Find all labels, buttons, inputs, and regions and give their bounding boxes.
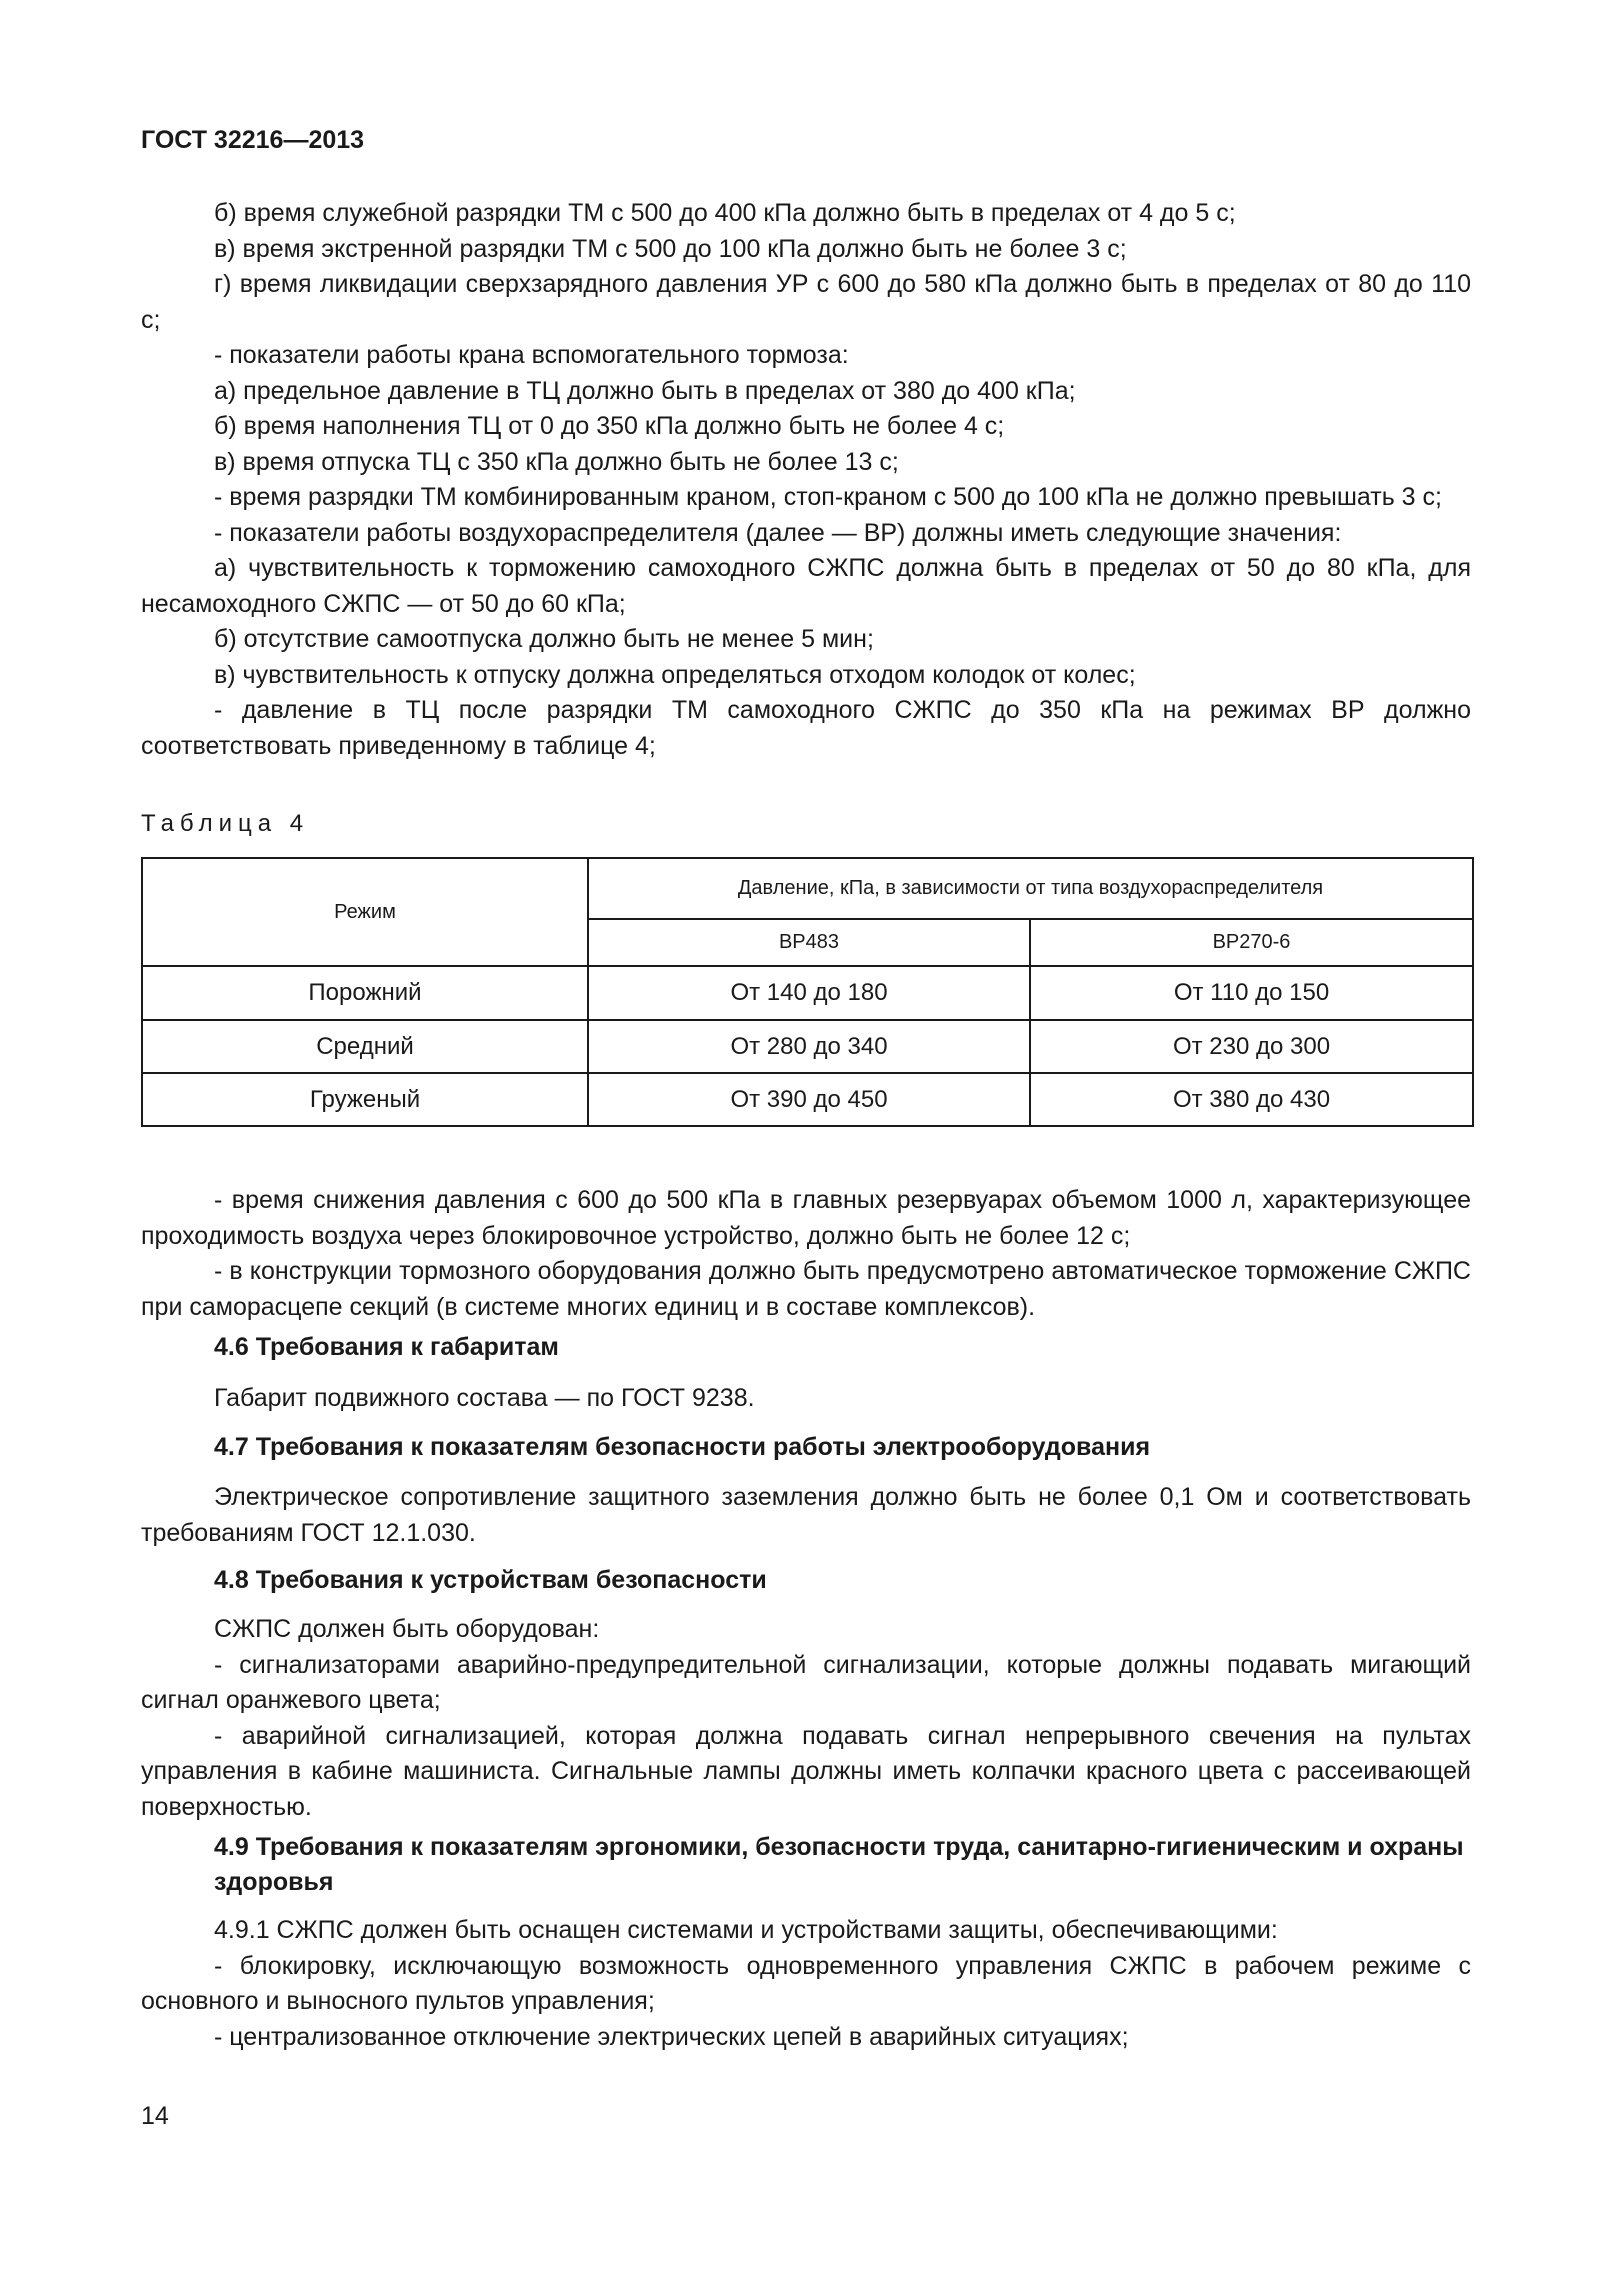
pressure-table xyxy=(141,857,1474,1127)
header-mode: Режим xyxy=(142,858,588,966)
row-vr270-value: От 110 до 150 xyxy=(1030,966,1473,1020)
paragraph: Габарит подвижного состава — по ГОСТ 9238. xyxy=(214,1384,755,1412)
list-item: а) чувствительность к торможению самоходного СЖПС должна быть в пределах от 50 до 80 кПа, для несамоходного СЖПС — от 50 до 60 кПа; xyxy=(141,554,1471,618)
row-vr270-value: От 380 до 430 xyxy=(1030,1073,1473,1126)
list-item: - блокировку, исключающую возможность одновременного управления СЖПС в рабочем режиме с основного и выносного пультов управления; xyxy=(141,1951,1471,2015)
list-item: - аварийной сигнализацией, которая должна подавать сигнал непрерывного свечения на пультах управления в кабине машиниста. Сигнальные лампы должны иметь колпачки красного цвета с рассеивающей поверхностью. xyxy=(141,1721,1471,1821)
list-item: - сигнализаторами аварийно-предупредительной сигнализации, которые должны подавать мигающий сигнал оранжевого цвета; xyxy=(141,1650,1471,1714)
row-mode: Груженый xyxy=(142,1073,588,1126)
list-item: в) время отпуска ТЦ с 350 кПа должно быть не более 13 с; xyxy=(214,447,899,476)
paragraph: Электрическое сопротивление защитного заземления должно быть не более 0,1 Ом и соответствовать требованиям ГОСТ 12.1.030. xyxy=(141,1483,1471,1547)
section-4-6-text xyxy=(141,1381,1471,1417)
list-item: а) предельное давление в ТЦ должно быть в пределах от 380 до 400 кПа; xyxy=(214,376,1076,405)
header-vr270-6: ВР270-6 xyxy=(1030,919,1473,966)
table-row xyxy=(142,1020,1473,1073)
section-4-9-text xyxy=(141,1913,1471,2055)
row-vr270-value: От 230 до 300 xyxy=(1030,1020,1473,1073)
table-row xyxy=(142,966,1473,1020)
table-caption: Таблица 4 xyxy=(141,810,310,837)
section-4-7-text xyxy=(141,1480,1471,1551)
header-pressure: Давление, кПа, в зависимости от типа воздухораспределителя xyxy=(588,858,1473,919)
list-item: б) время служебной разрядки ТМ с 500 до 400 кПа должно быть в пределах от 4 до 5 с; xyxy=(214,199,1236,227)
section-heading-4-7: 4.7 Требования к показателям безопасности работы электрооборудования xyxy=(214,1433,1151,1461)
row-vr483-value: От 280 до 340 xyxy=(588,1020,1030,1073)
list-item: - время разрядки ТМ комбинированным краном, стоп-краном с 500 до 100 кПа не должно превышать 3 с; xyxy=(214,483,1442,511)
list-item: б) отсутствие самоотпуска должно быть не менее 5 мин; xyxy=(214,625,874,653)
section-heading-4-9: 4.9 Требования к показателям эргономики, безопасности труда, санитарно-гигиеническим и охраны здоровья xyxy=(214,1833,1464,1896)
list-item: - время снижения давления с 600 до 500 кПа в главных резервуарах объемом 1000 л, характеризующее проходимость воздуха через блокировочное устройство, должно быть не более 12 с; xyxy=(141,1186,1471,1250)
document-code-header: ГОСТ 32216—2013 xyxy=(141,126,365,154)
post-table-list xyxy=(141,1183,1471,1325)
row-mode: Порожний xyxy=(142,966,588,1020)
list-item: в) время экстренной разрядки ТМ с 500 до 100 кПа должно быть не более 3 с; xyxy=(214,234,1127,263)
table-row xyxy=(142,1073,1473,1126)
list-item: - централизованное отключение электрических цепей в аварийных ситуациях; xyxy=(214,2022,1129,2051)
header-vr483: ВР483 xyxy=(588,919,1030,966)
list-item: - давление в ТЦ после разрядки ТМ самоходного СЖПС до 350 кПа на режимах ВР должно соответствовать приведенному в таблице 4; xyxy=(141,696,1471,760)
paragraph: 4.9.1 СЖПС должен быть оснащен системами и устройствами защиты, обеспечивающими: xyxy=(214,1916,1278,1944)
brake-requirements-list xyxy=(141,196,1471,764)
row-vr483-value: От 140 до 180 xyxy=(588,966,1030,1020)
row-mode: Средний xyxy=(142,1020,588,1073)
list-item: в) чувствительность к отпуску должна определяться отходом колодок от колес; xyxy=(214,660,1136,689)
row-vr483-value: От 390 до 450 xyxy=(588,1073,1030,1126)
list-item: - в конструкции тормозного оборудования должно быть предусмотрено автоматическое торможение СЖПС при саморасцепе секций (в системе многих единиц и в составе комплексов). xyxy=(141,1257,1471,1321)
section-heading-4-6: 4.6 Требования к габаритам xyxy=(214,1333,559,1361)
section-4-8-text xyxy=(141,1612,1471,1825)
list-item: - показатели работы воздухораспределителя (далее — ВР) должны иметь следующие значения: xyxy=(214,518,1342,547)
list-item: г) время ликвидации сверхзарядного давления УР с 600 до 580 кПа должно быть в пределах от 80 до 110 с; xyxy=(141,270,1471,334)
section-heading-4-8: 4.8 Требования к устройствам безопасности xyxy=(214,1566,767,1594)
paragraph: СЖПС должен быть оборудован: xyxy=(214,1615,600,1643)
list-item: - показатели работы крана вспомогательного тормоза: xyxy=(214,341,849,369)
page-number: 14 xyxy=(141,2102,169,2130)
list-item: б) время наполнения ТЦ от 0 до 350 кПа должно быть не более 4 с; xyxy=(214,412,1005,440)
